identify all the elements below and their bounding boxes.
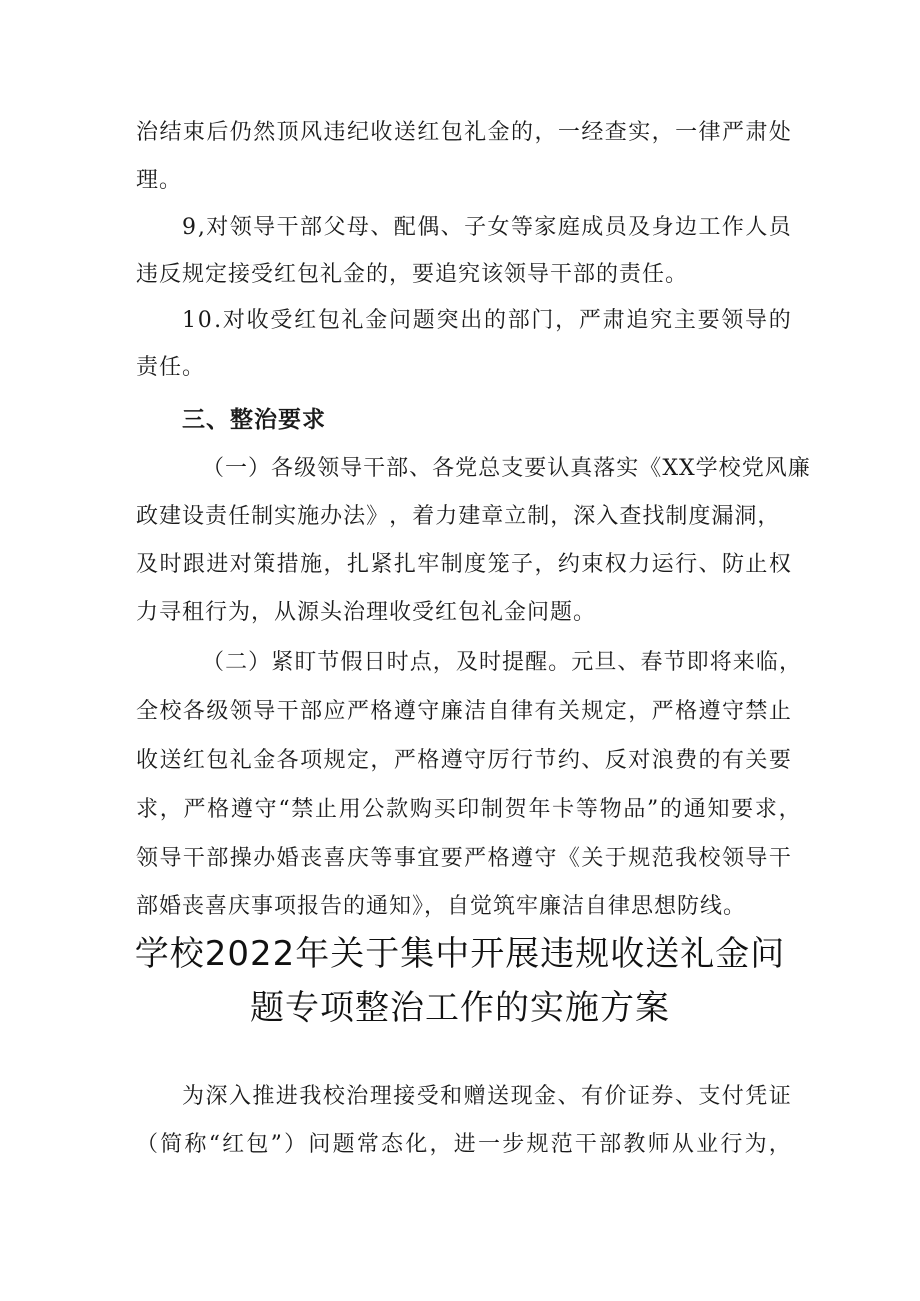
paragraph-line: 1 0 . 对 收 受 红 包 礼 金 问 题 突 出 的 部 门 ， 严 肃 追 究 主 要 领 导 的 [182,308,792,333]
section-heading: 三、整治要求 [182,407,326,433]
paragraph-line: 治 结 束 后 仍 然 顶 风 违 纪 收 送 红 包 礼 金 的 ， 一 经 查 实 ， 一 律 严 肃 处 [136,120,792,145]
paragraph-line: （ 二 ） 紧 盯 节 假 日 时 点 ， 及 时 提 醒 。 元 旦 、 春 节 即 将 来 临 ， [202,650,802,675]
paragraph-line: 收 送 红 包 礼 金 各 项 规 定 ， 严 格 遵 守 厉 行 节 约 、 反 对 浪 费 的 有 关 要 [136,748,792,773]
document-title-line-1: 学校2022年关于集中开展违规收送礼金问 [134,934,786,974]
document-title-line-2: 题专项整治工作的实施方案 [250,988,670,1028]
paragraph-line: （ 简 称 “ 红 包 ” ） 问 题 常 态 化 ， 进 一 步 规 范 干 部 教 师 从 业 行 为 ， [136,1132,792,1157]
paragraph-line: 理。 [136,168,183,193]
paragraph-line: 9 , 对 领 导 干 部 父 母 、 配 偶 、 子 女 等 家 庭 成 员 及 身 边 工 作 人 员 [182,215,792,240]
paragraph-line: 责任。 [136,355,206,380]
paragraph-line: （ 一 ） 各 级 领 导 干 部 、 各 党 总 支 要 认 真 落 实 《 X X 学 校 党 风 廉 [202,456,811,481]
paragraph-line: 政 建 设 责 任 制 实 施 办 法 》 ， 着 力 建 章 立 制 ， 深 入 查 找 制 度 漏 洞 ， [136,504,781,529]
paragraph-line: 求 ， 严 格 遵 守 “ 禁 止 用 公 款 购 买 印 制 贺 年 卡 等 物 品 ” 的 通 知 要 求 ， [136,797,802,822]
paragraph-line: 部婚丧喜庆事项报告的通知》，自觉筑牢廉洁自律思想防线。 [136,894,747,919]
paragraph-line: 违反规定接受红包礼金的，要追究该领导干部的责任。 [136,262,689,287]
paragraph-line: 及 时 跟 进 对 策 措 施 ， 扎 紧 扎 牢 制 度 笼 子 ， 约 束 权 力 运 行 、 防 止 权 [136,552,792,577]
paragraph-line: 全 校 各 级 领 导 干 部 应 严 格 遵 守 廉 洁 自 律 有 关 规 定 ， 严 格 遵 守 禁 止 [136,699,792,724]
paragraph-line: 为 深 入 推 进 我 校 治 理 接 受 和 赠 送 现 金 、 有 价 证 券 、 支 付 凭 证 [182,1084,792,1109]
paragraph-line: 领 导 干 部 操 办 婚 丧 喜 庆 等 事 宜 要 严 格 遵 守 《 关 于 规 范 我 校 领 导 干 [136,846,792,871]
paragraph-line: 力寻租行为，从源头治理收受红包礼金问题。 [136,600,597,625]
